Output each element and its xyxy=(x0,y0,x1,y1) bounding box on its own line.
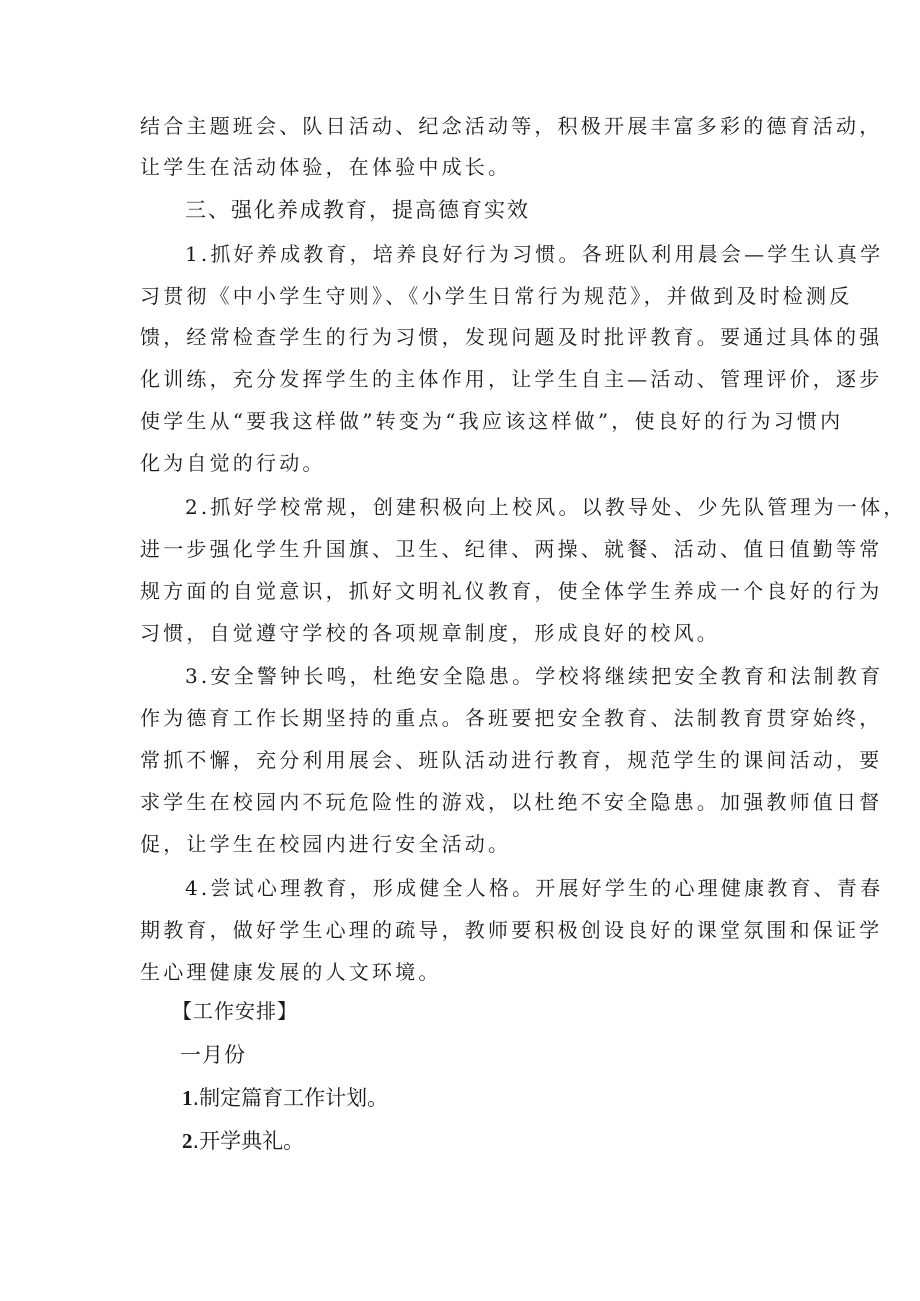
plan-item-text: .制定篇育工作计划。 xyxy=(192,1086,389,1110)
paragraph-line: 使学生从“要我这样做”转变为“我应该这样做”，使良好的行为习惯内 xyxy=(140,409,844,433)
month-heading: 一月份 xyxy=(180,1043,246,1067)
paragraph-line: 生心理健康发展的人文环境。 xyxy=(140,960,442,984)
paragraph-line: 让学生在活动体验，在体验中成长。 xyxy=(140,155,512,179)
work-arrangement-heading: 【工作安排】 xyxy=(172,999,298,1023)
plan-item-text: .开学典礼。 xyxy=(192,1129,305,1153)
paragraph-line: 化为自觉的行动。 xyxy=(140,451,326,475)
paragraph-line: 求学生在校园内不玩危险性的游戏，以杜绝不安全隐患。加强教师值日督 xyxy=(140,790,883,814)
paragraph-line: 结合主题班会、队日活动、纪念活动等，积极开展丰富多彩的德育活动， xyxy=(140,114,883,138)
paragraph-line: 规方面的自觉意识，抓好文明礼仪教育，使全体学生养成一个良好的行为 xyxy=(140,579,883,603)
section-heading: 三、强化养成教育，提高德育实效 xyxy=(185,198,530,222)
paragraph-line: 4.尝试心理教育，形成健全人格。开展好学生的心理健康教育、青春 xyxy=(185,876,884,900)
plan-item-number: 1 xyxy=(182,1086,193,1110)
plan-item xyxy=(182,1126,304,1156)
paragraph-line: 进一步强化学生升国旗、卫生、纪律、两操、就餐、活动、值日值勤等常 xyxy=(140,537,883,561)
paragraph-line: 3.安全警钟长鸣，杜绝安全隐患。学校将继续把安全教育和法制教育 xyxy=(185,664,884,688)
paragraph-line: 习惯，自觉遵守学校的各项规章制度，形成良好的校风。 xyxy=(140,621,720,645)
paragraph-line: 期教育，做好学生心理的疏导，教师要积极创设良好的课堂氛围和保证学 xyxy=(140,918,883,942)
paragraph-line: 常抓不懈，充分利用展会、班队活动进行教育，规范学生的课间活动，要 xyxy=(140,748,883,772)
paragraph-line: 馈，经常检查学生的行为习惯，发现问题及时批评教育。要通过具体的强 xyxy=(140,325,883,349)
paragraph-line: 促，让学生在校园内进行安全活动。 xyxy=(140,832,512,856)
plan-item-number: 2 xyxy=(182,1129,193,1153)
paragraph-line: 1.抓好养成教育，培养良好行为习惯。各班队利用晨会—学生认真学 xyxy=(185,242,884,266)
paragraph-line: 习贯彻《中小学生守则》、《小学生日常行为规范》，并做到及时检测反 xyxy=(140,284,853,308)
paragraph-line: 化训练，充分发挥学生的主体作用，让学生自主—活动、管理评价，逐步 xyxy=(140,367,883,391)
paragraph-line: 作为德育工作长期坚持的重点。各班要把安全教育、法制教育贯穿始终， xyxy=(140,706,883,730)
paragraph-line: 2.抓好学校常规，创建积极向上校风。以教导处、少先队管理为一体， xyxy=(185,495,907,519)
plan-item xyxy=(182,1083,388,1113)
